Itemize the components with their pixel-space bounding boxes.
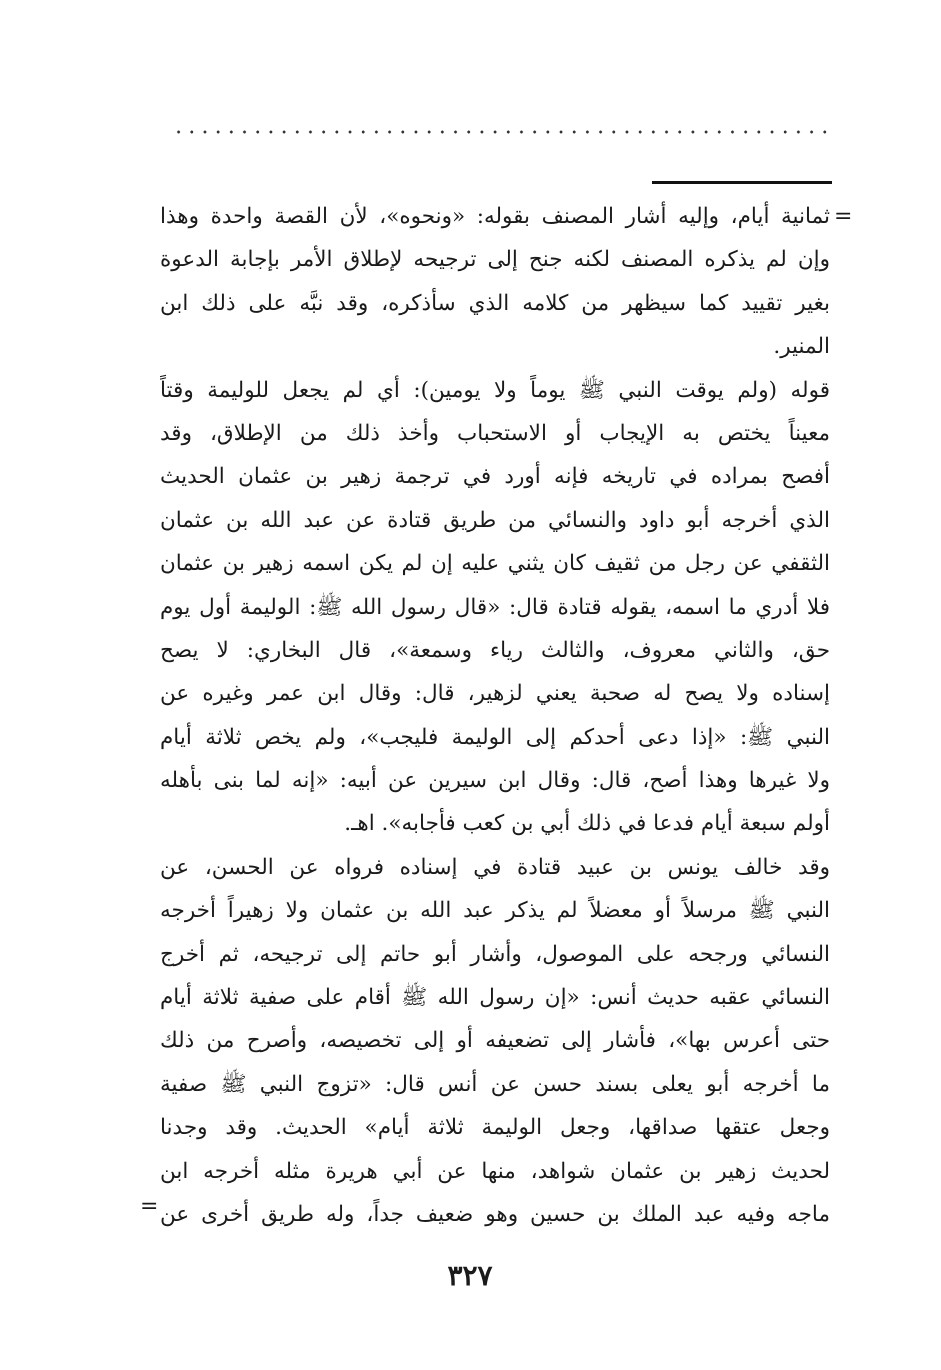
text-line: معيناً يختص به الإيجاب أو الاستحباب وأخذ ذلك من الإطلاق، وقد bbox=[160, 420, 830, 446]
text-line: النسائي ورجحه على الموصول، وأشار أبو حاتم إلى ترجيحه، ثم أخرج bbox=[160, 941, 830, 967]
text-line: إسناده ولا يصح له صحبة يعني لزهير، قال: وقال ابن عمر وغيره عن bbox=[160, 681, 830, 707]
text-line: ما أخرجه أبو يعلى بسند حسن عن أنس قال: «تزوج النبي ﷺ صفية bbox=[160, 1071, 830, 1097]
text-line: ولا غيرها وهذا أصح، قال: وقال ابن سيرين عن أبيه: «إنه لما بنى بأهله bbox=[160, 768, 830, 794]
page-number: ٣٢٧ bbox=[447, 1259, 493, 1292]
text-line: المنير. bbox=[773, 334, 830, 360]
text-line: أولم سبعة أيام فدعا في ذلك أبي بن كعب فأجابه». اهـ. bbox=[344, 811, 830, 837]
text-line: النبي ﷺ مرسلاً أو معضلاً لم يذكر عبد الله بن عثمان ولا زهيراً أخرجه bbox=[160, 898, 830, 924]
continuation-mark-top: = bbox=[834, 204, 853, 229]
text-line: ثمانية أيام، وإليه أشار المصنف بقوله: «ونحوه»، لأن القصة واحدة وهذا bbox=[160, 204, 830, 229]
paragraph bbox=[160, 846, 830, 1237]
text-line: النبي ﷺ: «إذا دعى أحدكم إلى الوليمة فليجب»، ولم يخص ثلاثة أيام bbox=[160, 724, 830, 750]
text-line: الثقفي عن رجل من ثقيف كان يثني عليه إن لم يكن اسمه زهير بن عثمان bbox=[160, 551, 830, 577]
text-line: فلا أدري ما اسمه، يقوله قتادة قال: «قال رسول الله ﷺ: الوليمة أول يوم bbox=[160, 594, 830, 620]
paragraph bbox=[160, 369, 830, 846]
text-line: حق، والثاني معروف، والثالث رياء وسمعة»، قال البخاري: لا يصح bbox=[160, 637, 830, 663]
footnote-rule bbox=[652, 181, 832, 184]
text-line: ماجه وفيه عبد الملك بن حسين وهو ضعيف جداً، وله طريق أخرى عن bbox=[160, 1201, 830, 1227]
paragraph bbox=[160, 195, 830, 369]
text-line: وإن لم يذكره المصنف لكنه جنح إلى ترجيحه لإطلاق الأمر بإجابة الدعوة bbox=[160, 247, 830, 273]
text-line: النسائي عقبه حديث أنس: «إن رسول الله ﷺ أقام على صفية ثلاثة أيام bbox=[160, 985, 830, 1011]
text-line: قوله (ولم يوقت النبي ﷺ يوماً ولا يومين): أي لم يجعل للوليمة وقتاً bbox=[160, 377, 830, 403]
text-line: أفصح بمراده في تاريخه فإنه أورد في ترجمة زهير بن عثمان الحديث bbox=[160, 464, 830, 490]
text-line: لحديث زهير بن عثمان شواهد، منها عن أبي هريرة مثله أخرجه ابن bbox=[160, 1158, 830, 1184]
text-line: حتى أعرس بها»، فأشار إلى تضعيفه أو إلى تخصيصه، وأصرح من ذلك bbox=[160, 1028, 830, 1054]
text-line: الذي أخرجه أبو داود والنسائي من طريق قتادة عن عبد الله بن عثمان bbox=[160, 507, 830, 533]
footnote-text bbox=[160, 195, 830, 1236]
text-line: بغير تقييد كما سيظهر من كلامه الذي سأذكره، وقد نبَّه على ذلك ابن bbox=[160, 290, 830, 316]
dotted-separator bbox=[172, 128, 832, 136]
continuation-mark-bottom: = bbox=[140, 1194, 159, 1219]
text-line: وقد خالف يونس بن عبيد قتادة في إسناده فرواه عن الحسن، عن bbox=[160, 854, 830, 880]
text-line: وجعل عتقها صداقها، وجعل الوليمة ثلاثة أيام» الحديث. وقد وجدنا bbox=[160, 1115, 830, 1141]
